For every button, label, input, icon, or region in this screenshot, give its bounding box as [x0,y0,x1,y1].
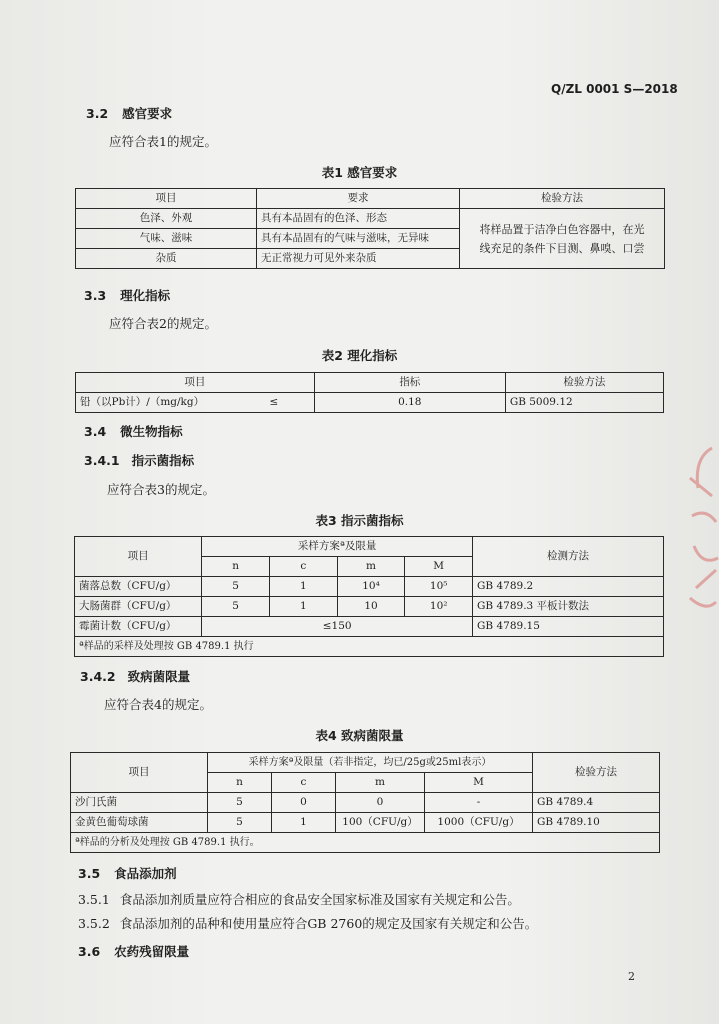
table2-caption: 表2 理化指标 [321,348,398,363]
table4-subheader: n [208,773,272,793]
paragraph-text: 食品添加剂质量应符合相应的食品安全国家标准及国家有关规定和公告。 [119,892,520,907]
section-number: 3.4 [84,424,107,439]
table4-footnote: ª样品的分析及处理按 GB 4789.1 执行。 [71,833,660,853]
paragraph-text: 食品添加剂的品种和使用量应符合GB 2760的规定及国家有关规定和公告。 [119,916,538,931]
table3 [74,536,664,657]
table4-cell: 1000（CFU/g） [425,813,533,833]
section-3-2-text: 应符合表1的规定。 [109,134,217,149]
table4-cell: 金黄色葡萄球菌 [71,813,208,833]
page-number: 2 [628,970,635,983]
table3-cell: 10² [405,597,473,617]
table4-header-plan: 采样方案ª及限量（若非指定，均已/25g或25ml表示） [208,753,533,773]
table1-method-cell [460,209,665,269]
table3-cell: GB 4789.2 [473,577,664,597]
table4-header-method: 检验方法 [533,753,660,793]
table1-header-requirement: 要求 [257,189,460,209]
table3-subheader: M [405,557,473,577]
paragraph-number: 3.5.1 [78,892,110,907]
table1-method-line1: 将样品置于洁净白色容器中，在光 [479,222,645,236]
table1-header-item: 项目 [76,189,257,209]
section-3-4-1-text: 应符合表3的规定。 [107,482,215,497]
table1 [75,188,665,269]
section-3-3-heading [84,286,170,304]
table3-cell: 5 [202,597,270,617]
section-title: 食品添加剂 [114,866,177,881]
table3-cell: 10 [337,597,405,617]
table4-cell: GB 4789.10 [533,813,660,833]
table3-cell: 菌落总数（CFU/g） [75,577,202,597]
section-number: 3.4.1 [84,453,120,468]
table4-cell: 0 [336,793,425,813]
section-3-4-2-heading [80,667,190,685]
table1-cell: 具有本品固有的气味与滋味，无异味 [257,229,460,249]
section-3-4-1-heading [84,451,194,469]
table4-cell: - [425,793,533,813]
table4-subheader: c [272,773,336,793]
table3-cell: 10⁴ [337,577,405,597]
section-title: 致病菌限量 [127,669,191,684]
table3-cell: 1 [269,577,337,597]
table2-value-cell: 0.18 [314,393,505,413]
table3-subheader: m [337,557,405,577]
section-number: 3.6 [78,944,101,959]
table1-cell: 无正常视力可见外来杂质 [257,249,460,269]
table4-cell: 0 [272,793,336,813]
seal-stamp-fragment [682,438,719,628]
table3-cell: 大肠菌群（CFU/g） [75,597,202,617]
table3-subheader: c [269,557,337,577]
table3-header-item: 项目 [75,537,202,577]
table1-caption: 表1 感官要求 [321,165,398,180]
table2-header-item: 项目 [76,373,315,393]
table2-header-index: 指标 [314,373,505,393]
table4-caption: 表4 致病菌限量 [315,728,404,743]
section-3-3-text: 应符合表2的规定。 [109,316,217,331]
table3-cell: 1 [269,597,337,617]
table3-cell: 10⁵ [405,577,473,597]
table2-method-cell: GB 5009.12 [505,393,663,413]
section-number: 3.4.2 [80,669,116,684]
table1-cell: 具有本品固有的色泽、形态 [257,209,460,229]
table4-cell: 5 [208,793,272,813]
table3-caption: 表3 指示菌指标 [315,513,404,528]
section-title: 农药残留限量 [114,944,190,959]
section-3-6-heading [78,942,189,960]
section-title: 理化指标 [120,288,171,303]
table4-subheader: M [425,773,533,793]
table3-header-method: 检测方法 [473,537,664,577]
table3-cell: GB 4789.15 [473,617,664,637]
table3-cell: ≤150 [202,617,473,637]
section-title: 感官要求 [122,106,173,121]
table4-cell: 1 [272,813,336,833]
standard-code: Q/ZL 0001 S—2018 [551,82,678,96]
table2-operator-cell: ≤ [234,393,314,413]
table1-method-line2: 线充足的条件下目测、鼻嗅、口尝 [479,241,645,255]
table4-subheader: m [336,773,425,793]
section-number: 3.5 [78,866,101,881]
table4-cell: 5 [208,813,272,833]
table4 [70,752,660,853]
table1-cell: 气味、滋味 [76,229,257,249]
paragraph-3-5-1 [78,890,520,908]
table3-cell: 5 [202,577,270,597]
table4-cell: 沙门氏菌 [71,793,208,813]
table2-header-method: 检验方法 [505,373,663,393]
section-title: 指示菌指标 [131,453,195,468]
table4-cell: 100（CFU/g） [336,813,425,833]
section-number: 3.3 [84,288,107,303]
section-3-4-heading [84,422,183,440]
table1-header-method: 检验方法 [460,189,665,209]
table3-subheader: n [202,557,270,577]
table2 [75,372,664,413]
section-number: 3.2 [86,106,109,121]
table1-cell: 色泽、外观 [76,209,257,229]
section-title: 微生物指标 [120,424,183,439]
table4-cell: GB 4789.4 [533,793,660,813]
table4-header-item: 项目 [71,753,208,793]
table1-cell: 杂质 [76,249,257,269]
table3-footnote: ª样品的采样及处理按 GB 4789.1 执行 [75,637,664,657]
table2-item-cell: 铅（以Pb计）/（mg/kg） [76,393,235,413]
table3-cell: 霉菌计数（CFU/g） [75,617,202,637]
paragraph-number: 3.5.2 [78,916,110,931]
table3-header-plan: 采样方案ª及限量 [202,537,473,557]
paragraph-3-5-2 [78,914,537,932]
section-3-2-heading [86,104,172,122]
section-3-5-heading [78,864,177,882]
table3-cell: GB 4789.3 平板计数法 [473,597,664,617]
section-3-4-2-text: 应符合表4的规定。 [104,697,212,712]
